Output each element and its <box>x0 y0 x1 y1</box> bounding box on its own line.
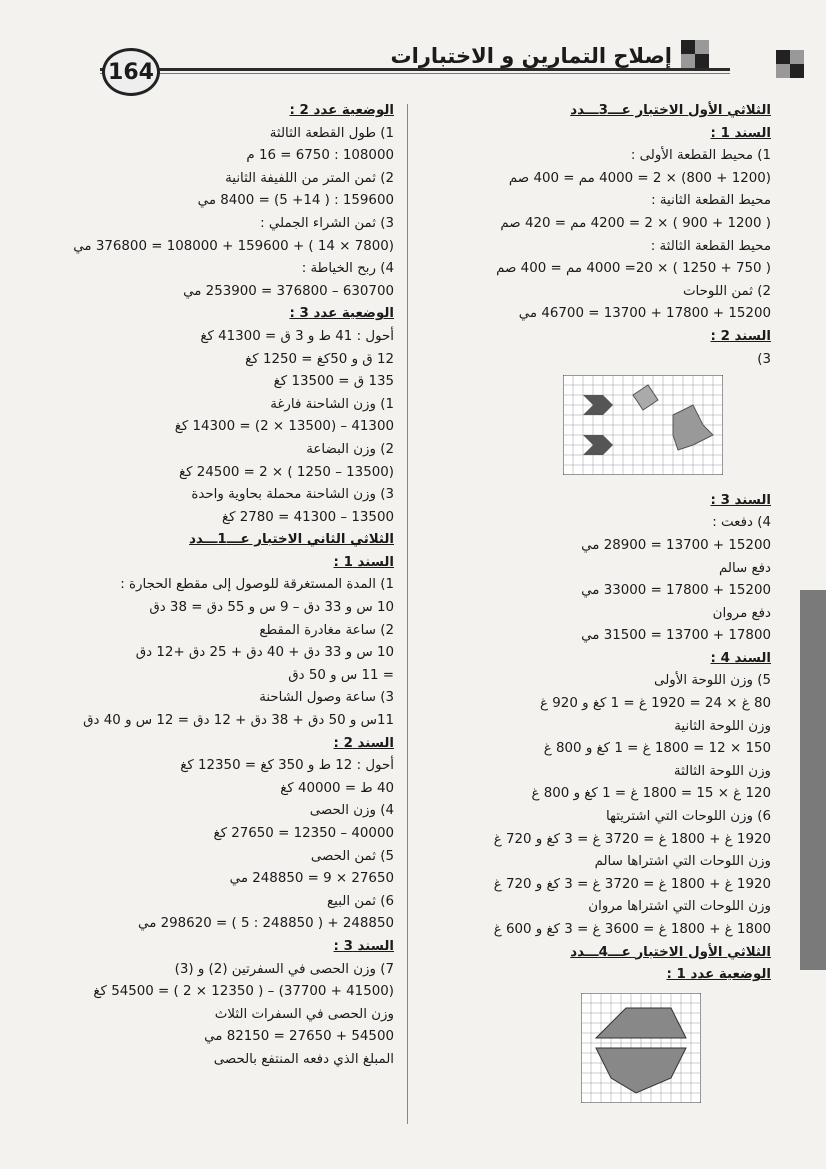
text-line: 54500 + 27650 = 82150 مي <box>204 1029 394 1045</box>
text-line: أحول : 12 ط و 350 كغ = 12350 كغ <box>180 758 394 774</box>
text-line: 4) وزن الحصى <box>309 803 394 819</box>
text-line: 630700 – 376800 = 253900 مي <box>183 283 394 299</box>
section-heading: السند 3 : <box>710 492 771 508</box>
text-line: 2) ساعة مغادرة المقطع <box>259 622 394 638</box>
text-line: وزن اللوحات التي اشتراها سالم <box>594 854 771 870</box>
left-column <box>29 100 394 1072</box>
page-title: إصلاح التمارين و الاختبارات <box>383 44 680 68</box>
text-line: 27650 × 9 = 248850 مي <box>229 871 394 887</box>
text-line: 159600 : ( 14+ 5) = 8400 مي <box>197 193 394 209</box>
text-line: 2) ثمن المتر من اللفيفة الثانية <box>225 170 394 186</box>
text-line: 5) ثمن الحصى <box>310 848 394 864</box>
section-heading: الوضعية عدد 3 : <box>289 306 394 322</box>
section-heading: السند 4 : <box>710 650 771 666</box>
text-line: وزن اللوحة الثانية <box>674 718 771 734</box>
text-line: 3) ساعة وصول الشاحنة <box>259 690 394 706</box>
text-line: (1200 + 800) × 2 = 4000 مم = 400 صم <box>508 170 771 186</box>
text-line: 3) <box>757 351 771 367</box>
text-line: 11س و 50 دق + 38 دق + 12 دق = 12 س و 40 دق <box>83 713 394 729</box>
text-line: 40000 – 12350 = 27650 كغ <box>213 826 394 841</box>
text-line: دفع مروان <box>712 605 771 621</box>
text-line: 1) محيط القطعة الأولى : <box>630 148 771 164</box>
text-line: 1) طول القطعة الثالثة <box>269 125 394 141</box>
text-line: دفع سالم <box>718 560 771 576</box>
text-line: 1800 غ + 1800 غ = 3600 غ = 3 كغ و 600 غ <box>493 922 771 937</box>
text-line: أحول : 41 ط و 3 ق = 41300 كغ <box>200 328 394 344</box>
grid-figure-symmetry <box>563 375 723 475</box>
text-line: ( 750 + 1250 ) × 20= 4000 مم = 400 صم <box>496 261 771 277</box>
text-line: 1) وزن الشاحنة فارغة <box>270 396 394 412</box>
text-line: 248850 + ( 248850 : 5 ) = 298620 مي <box>138 916 394 932</box>
text-line: = 11 س و 50 دق <box>288 667 394 683</box>
text-line: وزن اللوحة الثالثة <box>673 763 771 779</box>
text-line: 108000 : 6750 = 16 م <box>246 148 394 164</box>
decor-square <box>681 54 695 68</box>
grid-figure-polygon <box>581 993 701 1103</box>
section-heading: الوضعية عدد 2 : <box>289 103 394 118</box>
text-line: محيط القطعة الثالثة : <box>650 238 771 254</box>
page-header <box>40 40 820 100</box>
text-line: 135 ق = 13500 كغ <box>273 374 394 390</box>
text-line: 15200 + 13700 = 28900 مي <box>581 537 771 553</box>
text-line: 15200 + 17800 + 13700 = 46700 مي <box>518 306 771 322</box>
section-heading: السند 2 : <box>710 328 771 344</box>
text-line: 4) ربح الخياطة : <box>301 261 394 277</box>
header-rule <box>100 68 730 71</box>
section-heading: الثلاثي الثاني الاختبار عـــ1ـــدد <box>189 532 394 548</box>
section-heading: الثلاثي الأول الاختبار عـــ4ـــدد <box>570 944 771 960</box>
decor-square <box>776 50 790 64</box>
decor-square <box>681 40 695 54</box>
text-line: 6) وزن اللوحات التي اشتريتها <box>605 809 771 825</box>
text-line: (41500 + 37700) – ( 12350 × 2 ) = 54500 كغ <box>93 984 394 1000</box>
text-line: (13500 – 1250 ) × 2 = 24500 كغ <box>179 464 394 480</box>
section-heading: الثلاثي الأول الاختبار عـــ3ـــدد <box>570 103 771 118</box>
text-line: المبلغ الذي دفعه المنتفع بالحصى <box>213 1051 394 1067</box>
text-line: ( 1200 + 900 ) × 2 = 4200 مم = 420 صم <box>500 215 771 231</box>
text-line: 1920 غ + 1800 غ = 3720 غ = 3 كغ و 720 غ <box>493 831 771 847</box>
text-line: 5) وزن اللوحة الأولى <box>654 673 771 689</box>
decor-square <box>790 50 804 64</box>
decor-square <box>790 64 804 78</box>
text-line: 6) ثمن البيع <box>327 893 394 909</box>
decor-square <box>695 40 709 54</box>
right-column <box>406 100 771 1111</box>
decor-square <box>695 54 709 68</box>
text-line: 120 غ × 15 = 1800 غ = 1 كغ و 800 غ <box>531 786 771 802</box>
text-line: محيط القطعة الثانية : <box>651 193 771 209</box>
text-line: 17800 + 13700 = 31500 مي <box>581 628 771 644</box>
text-line: 3) ثمن الشراء الجملي : <box>260 215 394 231</box>
text-line: 40 ط = 40000 كغ <box>280 780 394 796</box>
header-rule-thin <box>100 73 730 74</box>
text-line: وزن اللوحات التي اشتراها مروان <box>588 899 771 915</box>
text-line: 7) وزن الحصى في السفرتين (2) و (3) <box>174 961 394 977</box>
section-heading: السند 2 : <box>333 735 394 751</box>
text-line: 1) المدة المستغرقة للوصول إلى مقطع الحجارة : <box>120 577 394 593</box>
text-line: 15200 + 17800 = 33000 مي <box>581 583 771 599</box>
section-heading: السند 3 : <box>333 938 394 954</box>
page-number: 164 <box>102 48 160 96</box>
text-line: 1920 غ + 1800 غ = 3720 غ = 3 كغ و 720 غ <box>493 876 771 892</box>
section-heading: الوضعية عدد 1 : <box>666 967 771 983</box>
text-line: 3) وزن الشاحنة محملة بحاوية واحدة <box>191 487 394 503</box>
text-line: 2) ثمن اللوحات <box>682 283 771 299</box>
text-line: وزن الحصى في السفرات الثلاث <box>214 1006 394 1022</box>
side-tab <box>800 590 826 970</box>
decor-square <box>776 64 790 78</box>
section-heading: السند 1 : <box>333 554 394 570</box>
text-line: 13500 – 41300 = 2780 كغ <box>221 509 394 525</box>
text-line: 41300 – (13500 × 2) = 14300 كغ <box>174 419 394 435</box>
text-line: 12 ق و 50كغ = 1250 كغ <box>245 351 394 367</box>
text-line: 150 × 12 = 1800 غ = 1 كغ و 800 غ <box>543 741 771 757</box>
text-line: (7800 × 14 ) + 159600 + 108000 = 376800 مي <box>73 238 394 254</box>
text-line: 10 س و 33 دق + 40 دق + 25 دق +12 دق <box>135 645 394 661</box>
text-line: 10 س و 33 دق – 9 س و 55 دق = 38 دق <box>149 600 394 616</box>
section-heading: السند 1 : <box>710 125 771 141</box>
text-line: 4) دفعت : <box>712 515 771 531</box>
text-line: 2) وزن البضاعة <box>306 441 394 457</box>
text-line: 80 غ × 24 = 1920 غ = 1 كغ و 920 غ <box>540 696 771 712</box>
